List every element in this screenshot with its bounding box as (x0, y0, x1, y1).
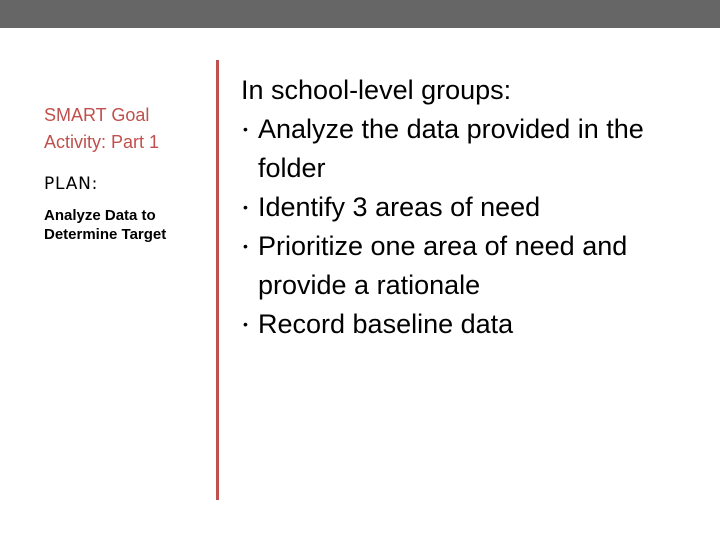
bullet-item (241, 110, 701, 188)
bullet-item (241, 188, 701, 227)
bullet-list (241, 110, 701, 344)
intro-text: In school-level groups: (241, 75, 512, 105)
right-panel (241, 70, 701, 344)
bullet-dot-icon: • (243, 238, 248, 254)
bullet-item (241, 305, 701, 344)
bullet-item (241, 227, 701, 305)
vertical-divider (216, 60, 219, 500)
bullet-dot-icon: • (243, 316, 248, 332)
bullet-dot-icon: • (243, 121, 248, 137)
bullet-text: Analyze the data provided in the folder (258, 114, 644, 183)
plan-label: PLAN: (44, 174, 99, 194)
left-panel (44, 102, 209, 244)
bullet-text: Prioritize one area of need and provide a rationale (258, 231, 628, 300)
top-bar (0, 0, 720, 28)
bullet-text: Record baseline data (258, 309, 514, 339)
bullet-dot-icon: • (243, 199, 248, 215)
slide-title: SMART Goal Activity: Part 1 (44, 105, 160, 152)
bullet-text: Identify 3 areas of need (258, 192, 541, 222)
plan-description: Analyze Data to Determine Target (44, 207, 167, 243)
